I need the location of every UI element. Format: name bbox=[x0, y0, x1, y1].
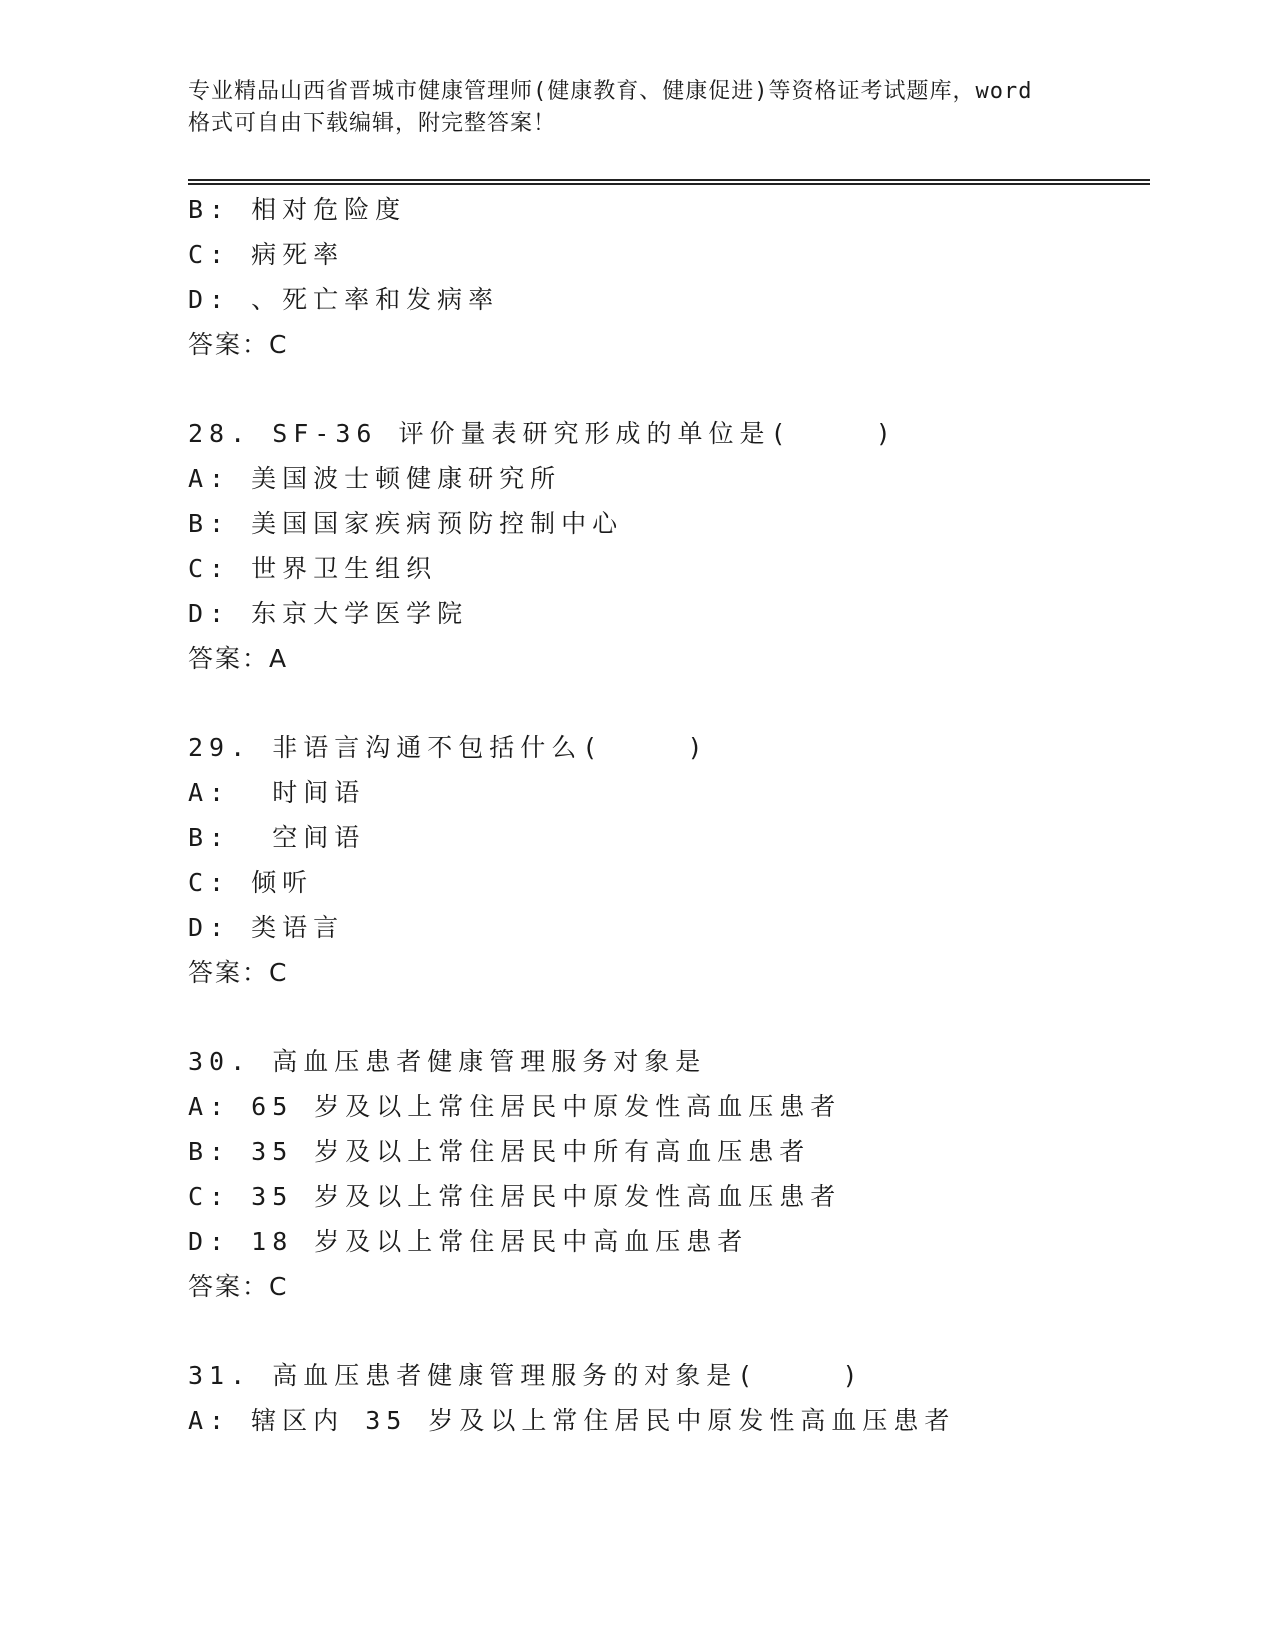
q28-option-a: A: 美国波士顿健康研究所 bbox=[188, 464, 562, 493]
q30-option-d: D: 18 岁及以上常住居民中高血压患者 bbox=[188, 1227, 749, 1256]
q28-option-b: B: 美国国家疾病预防控制中心 bbox=[188, 509, 624, 538]
header-rule-top bbox=[188, 179, 1150, 181]
header-rule-bottom bbox=[188, 183, 1150, 185]
q28-option-c: C: 世界卫生组织 bbox=[188, 554, 438, 583]
q29-answer: 答案：C bbox=[188, 958, 289, 987]
q27-answer: 答案：C bbox=[188, 330, 289, 359]
q30-answer: 答案：C bbox=[188, 1272, 289, 1301]
q27-option-c: C: 病死率 bbox=[188, 240, 345, 269]
q29-option-c: C: 倾听 bbox=[188, 868, 314, 897]
q29-option-b: B: 空间语 bbox=[188, 823, 366, 852]
q29-option-d: D: 类语言 bbox=[188, 913, 345, 942]
q27-option-b: B: 相对危险度 bbox=[188, 195, 407, 224]
header-line-2: 格式可自由下载编辑，附完整答案！ bbox=[188, 111, 557, 136]
q30-option-c: C: 35 岁及以上常住居民中原发性高血压患者 bbox=[188, 1182, 842, 1211]
q30-question: 30. 高血压患者健康管理服务对象是 bbox=[188, 1047, 707, 1076]
q28-option-d: D: 东京大学医学院 bbox=[188, 599, 469, 628]
q29-question: 29. 非语言沟通不包括什么( ) bbox=[188, 733, 709, 762]
q28-question: 28. SF-36 评价量表研究形成的单位是( ) bbox=[188, 419, 897, 448]
q30-option-b: B: 35 岁及以上常住居民中所有高血压患者 bbox=[188, 1137, 811, 1166]
q31-question: 31. 高血压患者健康管理服务的对象是( ) bbox=[188, 1361, 864, 1390]
header-line-1: 专业精品山西省晋城市健康管理师(健康教育、健康促进)等资格证考试题库，word bbox=[188, 79, 1033, 104]
q29-option-a: A: 时间语 bbox=[188, 778, 366, 807]
q28-answer: 答案：A bbox=[188, 644, 289, 673]
q30-option-a: A: 65 岁及以上常住居民中原发性高血压患者 bbox=[188, 1092, 842, 1121]
document-header bbox=[188, 76, 1088, 140]
q27-option-d: D: 、死亡率和发病率 bbox=[188, 285, 500, 314]
q31-option-a: A: 辖区内 35 岁及以上常住居民中原发性高血压患者 bbox=[188, 1406, 956, 1435]
